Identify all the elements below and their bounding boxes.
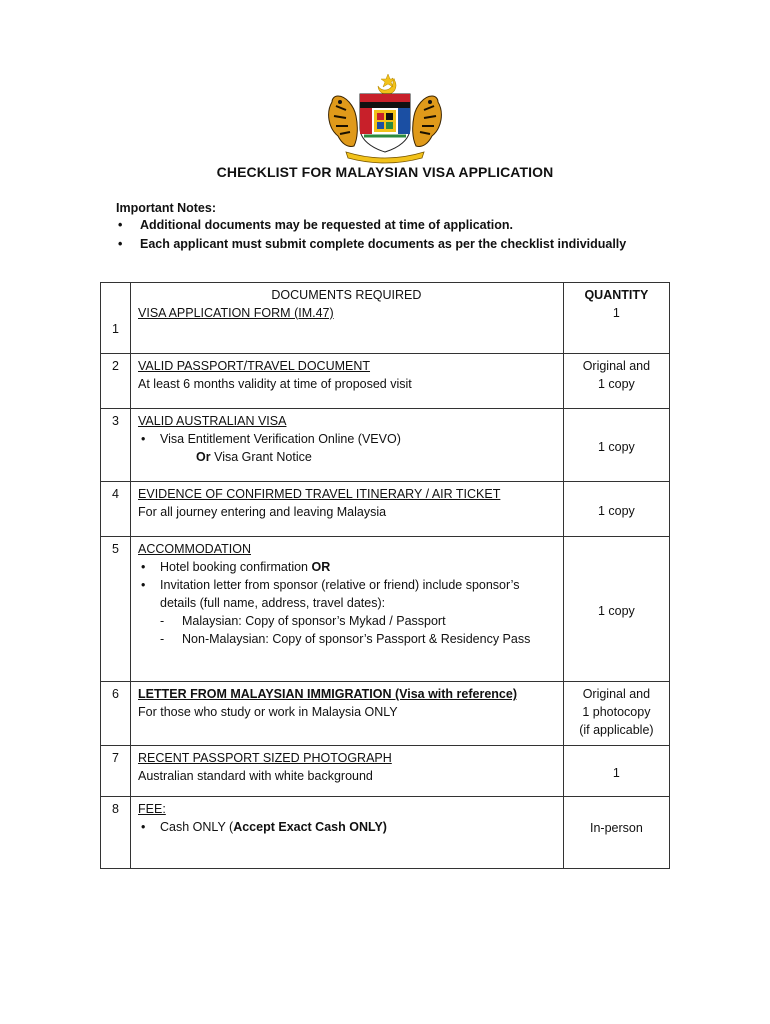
checklist-table [100,282,670,869]
or-label: OR [311,560,331,574]
quantity-value: In-person [589,821,643,835]
quantity-line: 1 photocopy [582,705,651,719]
row-number: 4 [101,482,131,537]
table-row [101,482,670,537]
quantity-value: 1 copy [597,603,635,618]
quantity-line: (if applicable) [579,723,654,737]
bullet-text: Hotel booking confirmation [160,560,312,574]
bullet-emphasis: Accept Exact Cash ONLY) [233,820,387,834]
document-detail: For those who study or work in Malaysia ONLY [138,705,398,719]
documents-cell [131,354,564,409]
row-number: 6 [101,682,131,746]
quantity-cell [563,537,669,682]
document-bullet [138,818,555,836]
document-detail: For all journey entering and leaving Malaysia [138,505,387,519]
notes-heading: Important Notes: [116,201,216,215]
table-row [101,537,670,682]
note-item: • Each applicant must submit complete documents as per the checklist individually [116,235,626,254]
documents-cell [131,283,564,354]
quantity-value: 1 copy [597,439,635,454]
quantity-line: Original and [582,687,651,701]
document-bullet: • Invitation letter from sponsor (relative or friend) include sponsor’s details (full name, address, travel dates): [138,576,555,612]
document-detail: At least 6 months validity at time of proposed visit [138,377,412,391]
notes-list [116,216,626,254]
table-row [101,409,670,482]
document-subitem: - Non-Malaysian: Copy of sponsor’s Passport & Residency Pass [138,630,555,648]
document-subitem: - Malaysian: Copy of sponsor’s Mykad / Passport [138,612,555,630]
documents-cell [131,537,564,682]
quantity-value: 1 [612,306,620,320]
quantity-cell [563,746,669,797]
row-number: 8 [101,797,131,869]
row-number: 1 [101,283,131,354]
important-notes [116,201,626,254]
quantity-cell [563,682,669,746]
document-title: RECENT PASSPORT SIZED PHOTOGRAPH [138,751,392,765]
alternative-text: Visa Grant Notice [210,450,312,464]
document-title: VALID PASSPORT/TRAVEL DOCUMENT [138,359,371,373]
table-row [101,283,670,354]
documents-cell [131,409,564,482]
table-row [101,797,670,869]
documents-cell [131,797,564,869]
document-title: VALID AUSTRALIAN VISA [138,414,287,428]
document-bullet [138,558,555,576]
quantity-cell [563,354,669,409]
row-number: 3 [101,409,131,482]
page-title: CHECKLIST FOR MALAYSIAN VISA APPLICATION [216,164,554,180]
document-title: LETTER FROM MALAYSIAN IMMIGRATION (Visa with reference) [138,687,517,701]
quantity-cell [563,283,669,354]
quantity-header: QUANTITY [584,288,649,302]
row-number: 2 [101,354,131,409]
documents-cell [131,746,564,797]
document-title: FEE: [138,802,166,816]
quantity-line: Original and [582,359,651,373]
document-title: EVIDENCE OF CONFIRMED TRAVEL ITINERARY / AIR TICKET [138,487,501,501]
quantity-cell [563,409,669,482]
quantity-line: 1 copy [597,377,635,391]
table-row [101,354,670,409]
document-title: ACCOMMODATION [138,542,251,556]
documents-header: DOCUMENTS REQUIRED [271,288,422,302]
table-row [101,746,670,797]
quantity-cell [563,797,669,869]
bullet-text: Cash ONLY ( [160,820,234,834]
quantity-value: 1 copy [597,503,635,518]
document-bullet: • Visa Entitlement Verification Online (VEVO) [138,430,555,448]
documents-cell [131,482,564,537]
row-number: 7 [101,746,131,797]
document-title: VISA APPLICATION FORM (IM.47) [138,306,334,320]
table-row [101,682,670,746]
malaysia-coat-of-arms-icon [324,72,446,164]
row-number: 5 [101,537,131,682]
document-detail: Australian standard with white background [138,769,373,783]
documents-cell [131,682,564,746]
quantity-cell [563,482,669,537]
note-item: • Additional documents may be requested at time of application. [116,216,626,235]
document-alternative [138,448,555,466]
quantity-value: 1 [612,765,620,780]
or-label: Or [196,450,211,464]
